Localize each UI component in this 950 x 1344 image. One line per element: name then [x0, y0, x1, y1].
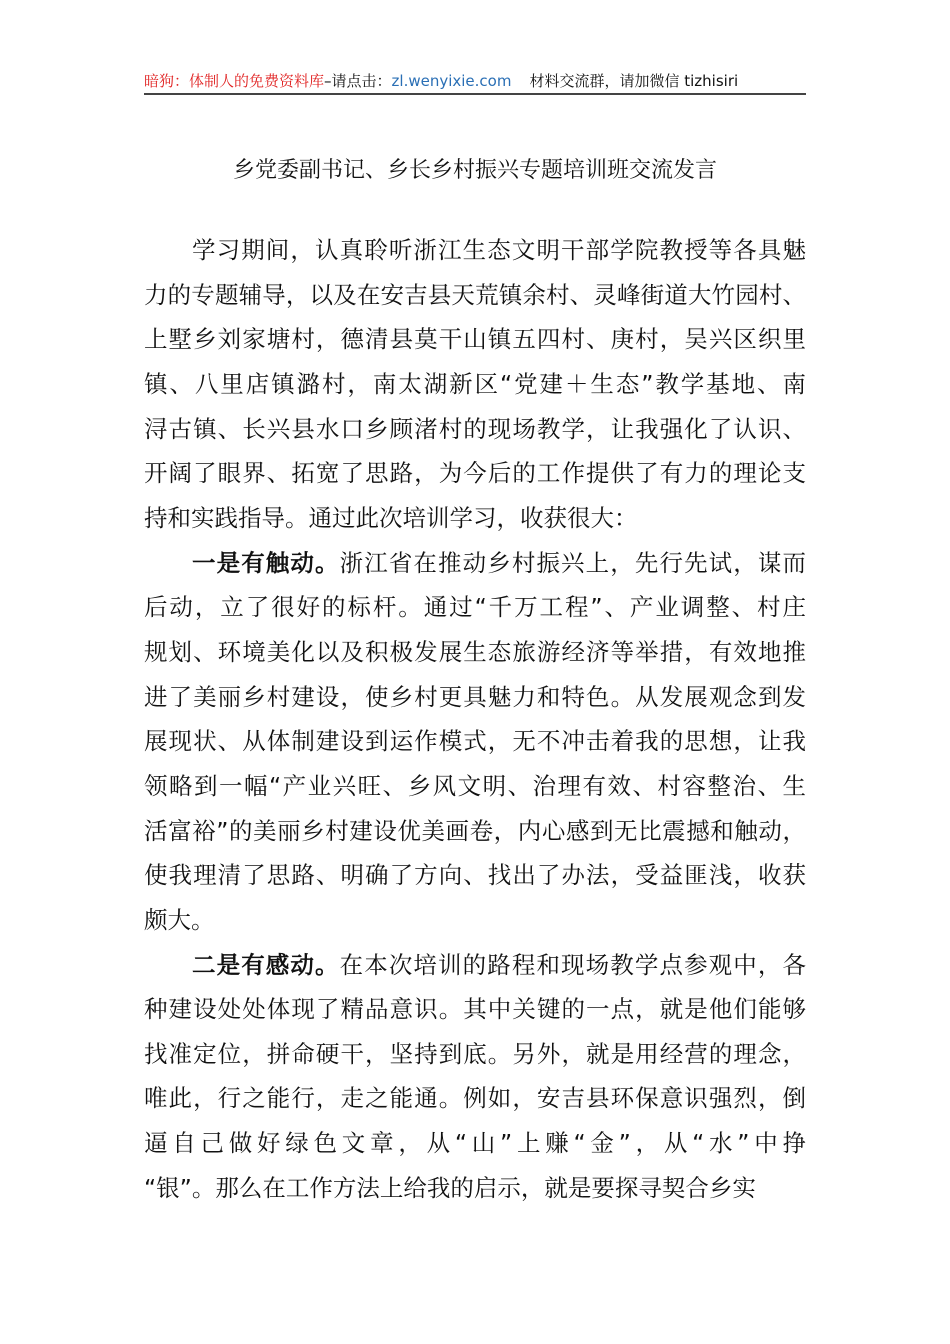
- text-line: [144, 630, 806, 675]
- header-click-prompt: –请点击：: [324, 72, 392, 90]
- text-line: [144, 898, 806, 943]
- text-line: [144, 809, 806, 854]
- line-text: 领略到一幅“产业兴旺、乡风文明、治理有效、村容整治、生: [144, 771, 806, 800]
- text-line: [144, 451, 806, 496]
- document-body: [144, 228, 806, 1210]
- header-brand: 暗狗：体制人的免费资料库: [144, 72, 325, 90]
- text-line: [144, 407, 806, 452]
- text-line: [144, 853, 806, 898]
- line-text: 在本次培训的路程和现场教学点参观中，各: [339, 950, 806, 979]
- line-text: 学习期间，认真聆听浙江生态文明干部学院教授等各具魅: [192, 236, 806, 264]
- line-text: 持和实践指导。通过此次培训学习，收获很大：: [144, 503, 638, 532]
- line-text: 浙江省在推动乡村振兴上，先行先试，谋而: [339, 548, 806, 577]
- page-header: [144, 70, 806, 92]
- line-text: 使我理清了思路、明确了方向、找出了办法，受益匪浅，收获: [144, 861, 806, 890]
- line-text: 展现状、从体制建设到运作模式，无不冲击着我的思想，让我: [144, 727, 806, 756]
- text-line: [144, 541, 806, 586]
- line-text: 逼自己做好绿色文章，从“山”上赚“金”，从“水”中挣: [144, 1129, 806, 1158]
- line-text: 规划、环境美化以及积极发展生态旅游经济等举措，有效地推: [144, 637, 806, 666]
- line-text: 唯此，行之能行，走之能通。例如，安吉县环保意识强烈，倒: [144, 1084, 806, 1113]
- line-text: 开阔了眼界、拓宽了思路，为今后的工作提供了有力的理论支: [144, 459, 806, 488]
- line-text: 种建设处处体现了精品意识。其中关键的一点，就是他们能够: [144, 995, 806, 1024]
- line-text: 颇大。: [144, 905, 215, 934]
- section-heading: 一是有触动。: [192, 548, 340, 577]
- text-line: [144, 675, 806, 720]
- section-heading: 二是有感动。: [192, 950, 340, 979]
- document-title: 乡党委副书记、乡长乡村振兴专题培训班交流发言: [232, 158, 717, 183]
- line-text: 力的专题辅导，以及在安吉县天荒镇余村、灵峰街道大竹园村、: [144, 280, 806, 309]
- text-line: [144, 585, 806, 630]
- line-text: 进了美丽乡村建设，使乡村更具魅力和特色。从发展观念到发: [144, 682, 806, 711]
- text-line: [144, 1032, 806, 1077]
- text-line: [144, 987, 806, 1032]
- text-line: [144, 228, 806, 273]
- text-line: [144, 273, 806, 318]
- text-line: [144, 1121, 806, 1166]
- line-text: 后动，立了很好的标杆。通过“千万工程”、产业调整、村庄: [144, 593, 806, 622]
- line-text: 活富裕”的美丽乡村建设优美画卷，内心感到无比震撼和触动，: [144, 816, 806, 845]
- header-group-note: 材料交流群，请加微信 tizhisiri: [529, 72, 739, 90]
- text-line: [144, 719, 806, 764]
- text-line: [144, 496, 806, 541]
- header-url-link[interactable]: zl.wenyixie.com: [391, 72, 512, 90]
- text-line: [144, 764, 806, 809]
- text-line: [144, 317, 806, 362]
- text-line: [144, 943, 806, 988]
- text-line: [144, 1076, 806, 1121]
- line-text: 浔古镇、长兴县水口乡顾渚村的现场教学，让我强化了认识、: [144, 414, 806, 443]
- header-divider: [144, 93, 806, 95]
- text-line: [144, 362, 806, 407]
- line-text: 镇、八里店镇潞村，南太湖新区“党建＋生态”教学基地、南: [144, 369, 806, 398]
- line-text: 上墅乡刘家塘村，德清县莫干山镇五四村、庚村，吴兴区织里: [144, 325, 806, 354]
- line-text: 找准定位，拼命硬干，坚持到底。另外，就是用经营的理念，: [144, 1039, 806, 1068]
- line-text: “银”。那么在工作方法上给我的启示，就是要探寻契合乡实: [144, 1173, 756, 1202]
- text-line: [144, 1166, 806, 1211]
